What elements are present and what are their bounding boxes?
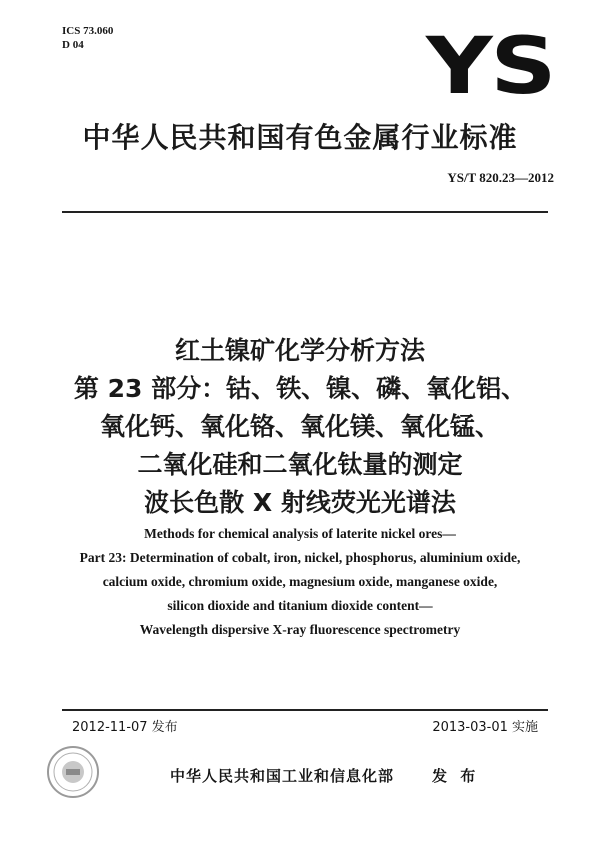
- ccs-code: D 04: [62, 39, 84, 51]
- bottom-divider: [62, 709, 548, 711]
- issue-date: 2012-11-07 发布: [72, 720, 178, 735]
- top-divider: [62, 211, 548, 213]
- english-title-line: silicon dioxide and titanium dioxide content—: [167, 598, 433, 613]
- chinese-title-line: 氧化钙、氧化铬、氧化镁、氧化锰、: [99, 412, 500, 441]
- english-title-line: Methods for chemical analysis of laterite nickel ores—: [144, 526, 456, 541]
- issue-action: 发 布: [432, 767, 480, 785]
- english-title-line: Wavelength dispersive X-ray fluorescence spectrometry: [139, 622, 461, 637]
- publisher-seal-icon: [46, 745, 100, 799]
- ics-code: ICS 73.060: [62, 25, 114, 37]
- classification-codes: [62, 24, 113, 52]
- standard-number: YS/T 820.23—2012: [447, 170, 554, 185]
- issuing-authority: 中华人民共和国工业和信息化部: [170, 767, 395, 785]
- english-title: [0, 522, 600, 642]
- chinese-title-line: 二氧化硅和二氧化钛量的测定: [137, 450, 463, 479]
- ys-logo: YS: [426, 22, 555, 112]
- implementation-date: 2013-03-01 实施: [432, 720, 538, 735]
- english-title-line: Part 23: Determination of cobalt, iron, nickel, phosphorus, aluminium oxide,: [79, 550, 521, 565]
- chinese-title-line: 红土镍矿化学分析方法: [174, 336, 425, 365]
- english-title-line: calcium oxide, chromium oxide, magnesium oxide, manganese oxide,: [102, 574, 498, 589]
- chinese-title: [0, 332, 600, 522]
- chinese-title-line: 波长色散 X 射线荧光光谱法: [144, 488, 456, 517]
- chinese-title-line: 第 23 部分：钴、铁、镍、磷、氧化铝、: [73, 374, 527, 403]
- standard-category-title: 中华人民共和国有色金属行业标准: [82, 121, 518, 154]
